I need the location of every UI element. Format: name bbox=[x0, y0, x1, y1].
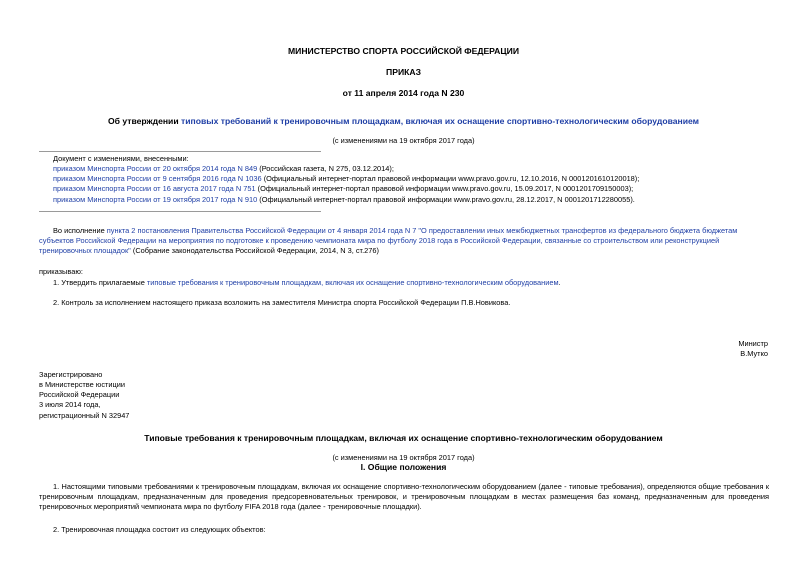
change-link[interactable]: приказом Минспорта России от 16 августа 2017 года N 751 bbox=[53, 184, 256, 193]
change-source: (Официальный интернет-портал правовой информации www.pravo.gov.ru, 12.10.2016, N 0001201610120018); bbox=[261, 174, 640, 183]
doc-title-prefix: Об утверждении bbox=[107, 116, 179, 126]
change-source: (Официальный интернет-портал правовой информации www.pravo.gov.ru, 28.12.2017, N 0001201712280055). bbox=[257, 195, 635, 204]
change-link[interactable]: приказом Минспорта России от 20 октября 2014 года N 849 bbox=[53, 164, 258, 173]
order-verb: приказываю: bbox=[39, 267, 83, 276]
registration-line: 3 июля 2014 года, bbox=[39, 400, 101, 409]
order-item-1-link[interactable]: типовые требования к тренировочным площадкам, включая их оснащение спортивно-технологическим оборудованием bbox=[146, 278, 559, 287]
change-item bbox=[53, 164, 394, 174]
annex-title: Типовые требования к тренировочным площадкам, включая их оснащение спортивно-технологическим оборудованием bbox=[144, 433, 663, 443]
change-item bbox=[53, 195, 635, 205]
preamble-source: (Собрание законодательства Российской Федерации, 2014, N 3, ст.276) bbox=[130, 246, 379, 255]
registration-line: Зарегистрировано bbox=[39, 370, 103, 379]
annex-amended-note: (с изменениями на 19 октября 2017 года) bbox=[332, 453, 475, 462]
doc-date-number: от 11 апреля 2014 года N 230 bbox=[342, 88, 465, 98]
change-item bbox=[53, 184, 633, 194]
preamble-lead: Во исполнение bbox=[53, 226, 107, 235]
registration-line: регистрационный N 32947 bbox=[39, 411, 130, 420]
annex-paragraph-2: 2. Тренировочная площадка состоит из следующих объектов: bbox=[53, 525, 266, 534]
annex-paragraph-1: 1. Настоящими типовыми требованиями к тренировочным площадкам, включая их оснащение спортивно-технологическим оборудованием (далее - типовые требования), определяются общие требования к тренировочным площадкам, предназначенным для проведения предсоревновательных тренировок, и тренировочным площадкам в местах размещения баз команд, предназначенным для проведения тренировочных мероприятий чемпионата мира по футболу FIFA 2018 года (далее - тренировочные площадки). bbox=[39, 482, 769, 511]
preamble-paragraph bbox=[39, 226, 769, 256]
order-item-1 bbox=[53, 278, 561, 288]
order-item-2: 2. Контроль за исполнением настоящего приказа возложить на заместителя Министра спорта Российской Федерации П.В.Новикова. bbox=[53, 298, 511, 307]
change-source: (Официальный интернет-портал правовой информации www.pravo.gov.ru, 15.09.2017, N 0001201709150003); bbox=[255, 184, 634, 193]
changes-intro: Документ с изменениями, внесенными: bbox=[53, 154, 189, 163]
change-link[interactable]: приказом Минспорта России от 19 октября 2017 года N 910 bbox=[53, 195, 258, 204]
doc-title bbox=[0, 116, 807, 126]
change-link[interactable]: приказом Минспорта России от 9 сентября 2016 года N 1036 bbox=[53, 174, 262, 183]
divider-bottom bbox=[39, 211, 321, 212]
signature-position: Министр bbox=[738, 339, 768, 348]
doc-type-heading: ПРИКАЗ bbox=[386, 67, 421, 77]
order-item-1-lead: 1. Утвердить прилагаемые bbox=[53, 278, 147, 287]
registration-line: в Министерстве юстиции bbox=[39, 380, 126, 389]
section-heading: I. Общие положения bbox=[360, 462, 447, 472]
signature-name: В.Мутко bbox=[740, 349, 768, 358]
amended-note: (с изменениями на 19 октября 2017 года) bbox=[332, 136, 475, 145]
change-source: (Российская газета, N 275, 03.12.2014); bbox=[257, 164, 394, 173]
preamble-link[interactable]: пункта 2 постановления Правительства Российской Федерации от 4 января 2014 года N 7 "О предоставлении иных межбюджетных трансфертов из федерального бюджета бюджетам субъектов Российской Федерации на мероприятия по подготовке к проведению чемпионата мира по футболу 2018 года в Российской Федерации, связанные со строительством или реконструкцией тренировочных площадок" bbox=[39, 226, 738, 255]
doc-title-link[interactable]: типовых требований к тренировочным площадкам, включая их оснащение спортивно-технологическим оборудованием bbox=[181, 116, 700, 126]
ministry-heading: МИНИСТЕРСТВО СПОРТА РОССИЙСКОЙ ФЕДЕРАЦИИ bbox=[287, 46, 519, 56]
order-item-1-end: . bbox=[558, 278, 561, 287]
divider-top bbox=[39, 151, 321, 152]
change-item bbox=[53, 174, 639, 184]
registration-line: Российской Федерации bbox=[39, 390, 120, 399]
